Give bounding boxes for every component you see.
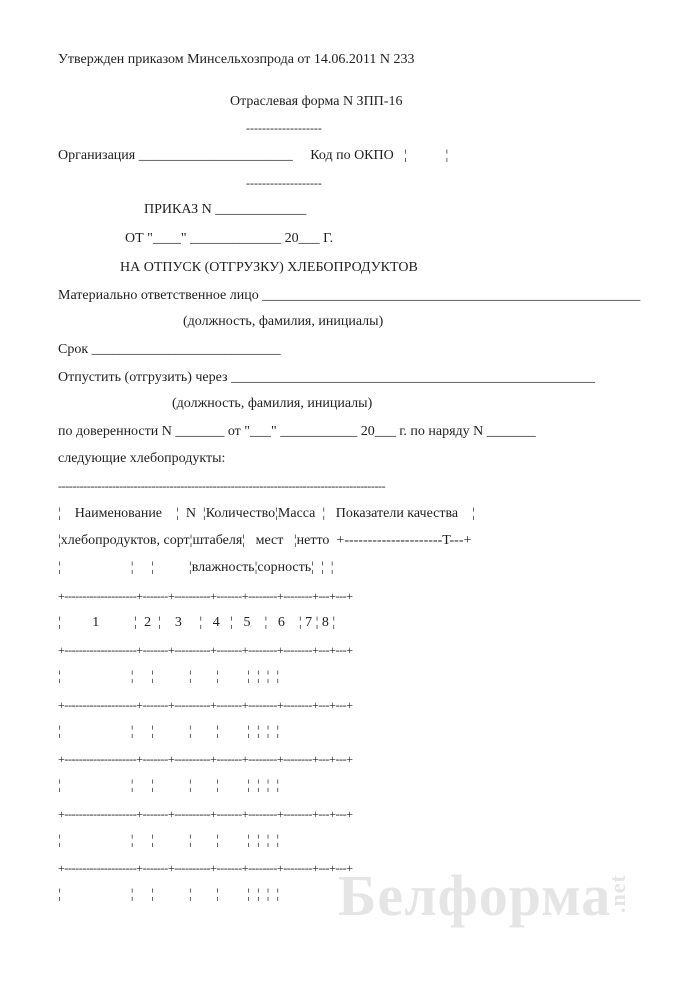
table-line: ¦ ¦ ¦ ¦ ¦ ¦ ¦ ¦ ¦ — [58, 887, 280, 902]
organization-line: Организация ______________________ Код по ОКПО ¦ ¦ — [58, 148, 449, 163]
table-line: +--------------------+-------+----------+-------+--------+--------+---+---+ — [58, 752, 353, 766]
order-subject: НА ОТПУСК (ОТГРУЗКУ) ХЛЕБОПРОДУКТОВ — [120, 260, 418, 275]
table-line: ¦ ¦ ¦ ¦ ¦ ¦ ¦ ¦ ¦ — [58, 724, 280, 739]
table-line: +--------------------+-------+----------+-------+--------+--------+---+---+ — [58, 589, 353, 603]
watermark-logo — [338, 862, 650, 929]
watermark-text: Белформа — [338, 863, 612, 928]
release-via-hint: (должность, фамилия, инициалы) — [172, 396, 373, 411]
proxy-line: по доверенности N _______ от "___" ___________ 20___ г. по наряду N _______ — [58, 424, 536, 439]
watermark-suffix: .net — [605, 874, 631, 913]
responsible-person-line: Материально ответственное лицо ______________________________________________________ — [58, 288, 641, 303]
term-line: Срок ___________________________ — [58, 342, 281, 357]
table-line: +--------------------+-------+----------+-------+--------+--------+---+---+ — [58, 698, 353, 712]
release-via-line: Отпустить (отгрузить) через ____________________________________________________ — [58, 370, 596, 385]
table-line: +--------------------+-------+----------+-------+--------+--------+---+---+ — [58, 861, 353, 875]
order-date: ОТ "____" _____________ 20___ Г. — [125, 231, 334, 246]
order-title: ПРИКАЗ N _____________ — [144, 202, 307, 217]
table-line: ¦хлебопродуктов, сорт¦штабеля¦ мест ¦нетто +---------------------T---+ — [58, 533, 472, 548]
table-line: ------------------------------------------------------------------------------------------- — [58, 479, 386, 493]
table-line: ¦ ¦ ¦ ¦ ¦ ¦ ¦ ¦ ¦ — [58, 669, 280, 684]
table-line: ¦ ¦ ¦ ¦ ¦ ¦ ¦ ¦ ¦ — [58, 778, 280, 793]
responsible-person-hint: (должность, фамилия, инициалы) — [183, 314, 384, 329]
table-line: ¦ 1 ¦ 2 ¦ 3 ¦ 4 ¦ 5 ¦ 6 ¦ 7 ¦ 8 ¦ — [58, 615, 336, 630]
table-line: +--------------------+-------+----------+-------+--------+--------+---+---+ — [58, 807, 353, 821]
table-line: ¦ ¦ ¦ ¦влажность¦сорность¦ ¦ ¦ — [58, 560, 334, 575]
following-products-label: следующие хлебопродукты: — [58, 451, 226, 466]
table-line: ¦ Наименование ¦ N ¦Количество¦Масса ¦ Показатели качества ¦ — [58, 506, 475, 521]
table-line: +--------------------+-------+----------+-------+--------+--------+---+---+ — [58, 643, 353, 657]
table-line: ¦ ¦ ¦ ¦ ¦ ¦ ¦ ¦ ¦ — [58, 833, 280, 848]
okpo-box-top: ------------------- — [246, 121, 322, 135]
approval-note: Утвержден приказом Минсельхозпрода от 14.06.2011 N 233 — [58, 52, 415, 67]
form-name: Отраслевая форма N ЗПП-16 — [230, 94, 403, 109]
okpo-box-bottom: ------------------- — [246, 176, 322, 190]
